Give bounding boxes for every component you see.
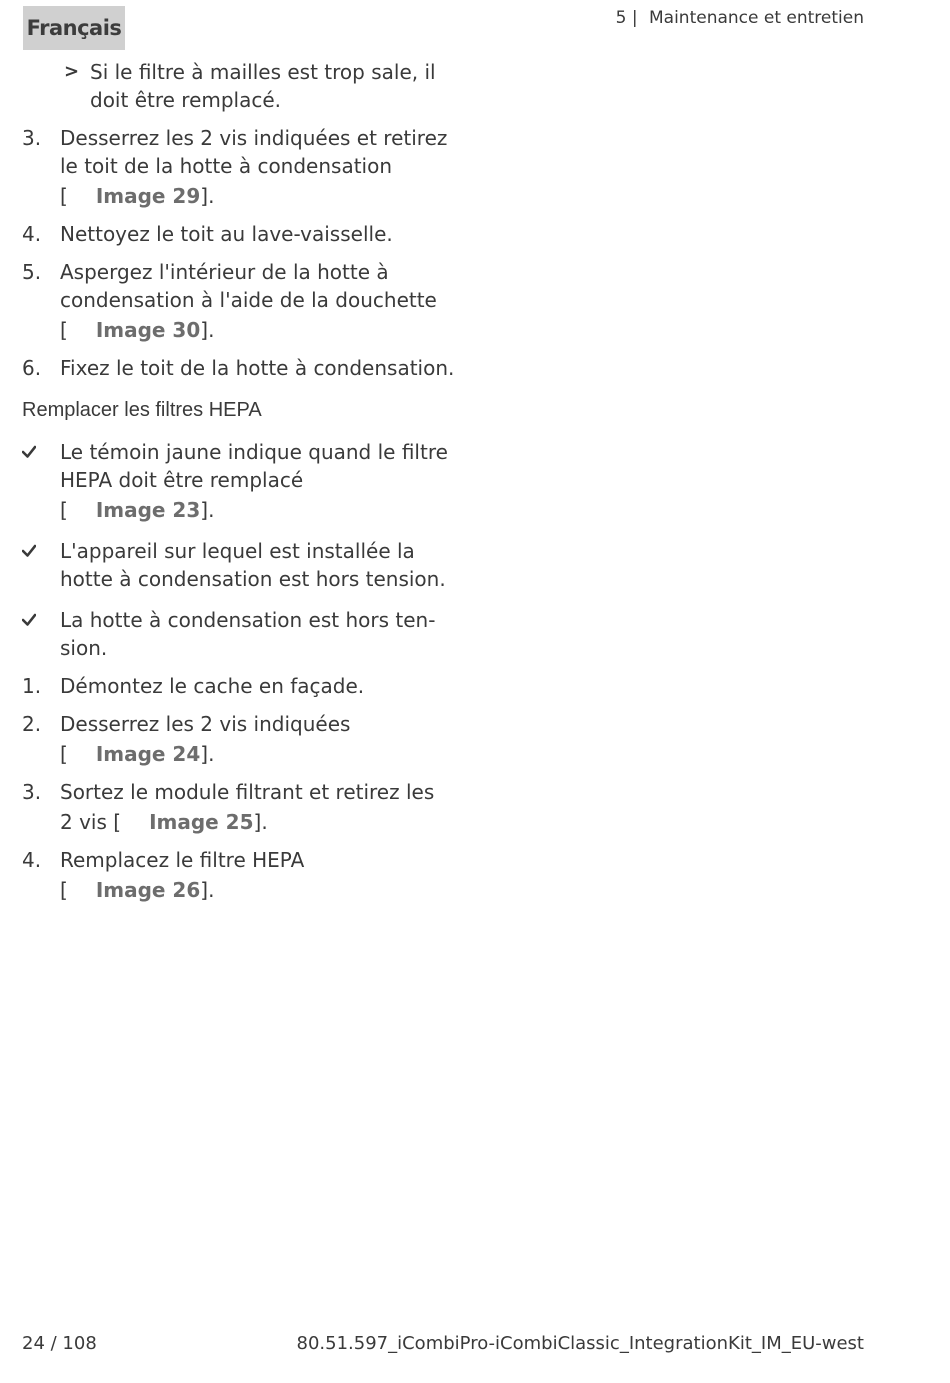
step-number: 5.	[22, 260, 42, 284]
figure-link[interactable]: Image 29	[95, 184, 201, 208]
result-text-line: Si le filtre à mailles est trop sale, il	[90, 60, 436, 84]
section-title: Maintenance et entretien	[648, 8, 864, 28]
step-number: 2.	[22, 712, 42, 736]
section-heading: Remplacer les filtres HEPA	[22, 399, 262, 421]
inline-prefix: 2 vis [	[60, 810, 122, 834]
figure-link[interactable]: Image 26	[95, 878, 201, 902]
step-number: 3.	[22, 780, 42, 804]
figure-link[interactable]: Image 24	[95, 742, 201, 766]
prerequisite-text-line: hotte à condensation est hors tension.	[60, 567, 446, 591]
step-text-line: Remplacez le filtre HEPA	[60, 848, 305, 872]
list-item	[22, 220, 442, 248]
step-text-line: Desserrez les 2 vis indiquées et retirez	[60, 126, 448, 150]
figure-link[interactable]: Image 25	[149, 810, 254, 834]
check-icon	[22, 538, 36, 564]
prerequisite-text-line: Le témoin jaune indique quand le filtre	[60, 440, 448, 464]
result-marker: >	[64, 61, 80, 82]
list-item	[22, 124, 448, 210]
prerequisite-item	[22, 537, 446, 593]
prerequisite-text-line: HEPA doit être remplacé	[60, 468, 304, 492]
figure-link[interactable]: Image 23	[95, 498, 201, 522]
language-tab: Français	[23, 6, 125, 50]
prerequisite-text-line: sion.	[60, 636, 108, 660]
list-item	[22, 710, 442, 768]
running-header: 5 | Maintenance et entretien	[615, 8, 864, 28]
figure-reference[interactable]: [ Image 26].	[60, 878, 215, 902]
step-text-line: Aspergez l'intérieur de la hotte à	[60, 260, 389, 284]
step-text-line: condensation à l'aide de la douchette	[60, 288, 437, 312]
list-item	[22, 778, 442, 836]
list-item	[22, 672, 442, 700]
step-text-line: Nettoyez le toit au lave-vaisselle.	[60, 222, 393, 246]
step-number: 3.	[22, 126, 42, 150]
step-number: 6.	[22, 356, 42, 380]
prerequisite-text-line: L'appareil sur lequel est installée la	[60, 539, 415, 563]
figure-reference[interactable]: [ Image 24].	[60, 742, 215, 766]
check-icon	[22, 607, 36, 633]
step-text-line: le toit de la hotte à condensation	[60, 154, 393, 178]
result-text-line: doit être remplacé.	[90, 88, 282, 112]
figure-reference[interactable]: [ Image 29].	[60, 184, 215, 208]
step-number: 1.	[22, 674, 42, 698]
section-number: 5	[615, 8, 627, 28]
figure-link[interactable]: Image 30	[95, 318, 201, 342]
step-text-line: Sortez le module filtrant et retirez les	[60, 780, 435, 804]
list-item	[22, 354, 455, 382]
step-text-line: Fixez le toit de la hotte à condensation.	[60, 356, 455, 380]
step-text-line: Desserrez les 2 vis indiquées	[60, 712, 351, 736]
step-number: 4.	[22, 848, 42, 872]
figure-reference[interactable]: [ Image 30].	[60, 318, 215, 342]
prerequisite-text-line: La hotte à condensation est hors ten-	[60, 608, 436, 632]
figure-reference[interactable]: 2 vis [ Image 25].	[60, 810, 268, 834]
step-text-line: Démontez le cache en façade.	[60, 674, 365, 698]
list-item	[22, 258, 442, 344]
document-id: 80.51.597_iCombiPro-iCombiClassic_IntegrationKit_IM_EU-west	[296, 1333, 864, 1354]
figure-reference[interactable]: [ Image 23].	[60, 498, 215, 522]
page-number: 24 / 108	[22, 1333, 97, 1354]
prerequisite-item	[22, 606, 442, 662]
step-number: 4.	[22, 222, 42, 246]
main-content	[22, 58, 455, 904]
list-item	[22, 846, 442, 904]
step-result	[22, 58, 442, 114]
check-icon	[22, 439, 36, 465]
prerequisite-item	[22, 438, 448, 524]
